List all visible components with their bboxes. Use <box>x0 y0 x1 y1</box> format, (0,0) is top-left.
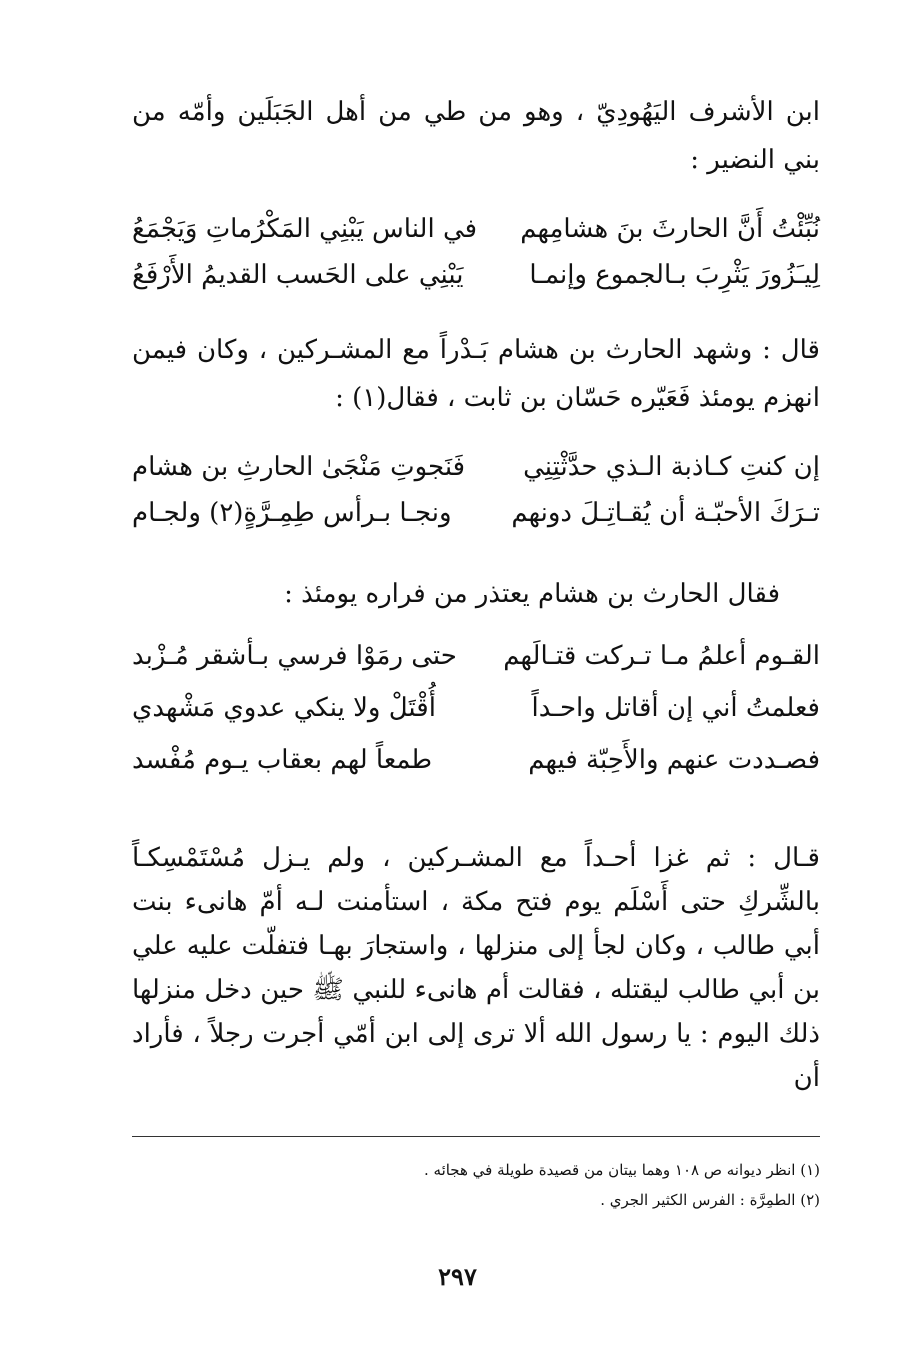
verse-line <box>132 682 820 734</box>
verse-first-hemistich: إن كنتِ كـاذبة الـذي حدَّثْتِنِي <box>523 452 820 482</box>
verse-first-hemistich: تـرَكَ الأحبّـة أن يُقـاتِـلَ دونهم <box>511 498 820 528</box>
paragraph-badr: قال : وشهد الحارث بن هشام بَـدْراً مع المشـركين ، وكان فيمن انهزم يومئذ فَعَيّره حَسّان بن ثابت ، فقال(١) : <box>132 335 820 413</box>
footnote-2: (٢) الطمِرَّة : الفرس الكثير الجري . <box>600 1191 820 1209</box>
verse-block-3 <box>132 630 820 786</box>
verse-line <box>132 630 820 682</box>
verse-second-hemistich: فَنَجوتِ مَنْجَىٰ الحارثِ بن هشام <box>132 452 466 482</box>
verse-first-hemistich: فصـددت عنهم والأَحِبّة فيهم <box>528 745 820 775</box>
verse-second-hemistich: في الناس يَبْنِي المَكْرُماتِ وَيَجْمَعُ <box>132 214 478 244</box>
verse-line <box>132 206 820 252</box>
verse-second-hemistich: طمعاً لهم بعقاب يـوم مُفْسد <box>132 745 433 775</box>
verse-second-hemistich: أُقْتَلْ ولا ينكي عدوي مَشْهدي <box>132 693 436 723</box>
verse-first-hemistich: نُبِّئْتُ أَنَّ الحارثَ بنَ هشامِهم <box>520 214 820 244</box>
footnotes <box>132 1136 820 1215</box>
verse-second-hemistich: حتى رمَوْا فرسي بـأشقر مُـزْبد <box>132 641 457 671</box>
verse-first-hemistich: القـوم أعلمُ مـا تـركت قتـالَهم <box>503 641 820 671</box>
verse-line <box>132 490 820 536</box>
verse-first-hemistich: فعلمتُ أني إن أقاتل واحـداً <box>531 693 820 723</box>
verse-first-hemistich: لِيـَزُورَ يَثْرِبَ بـالجموع وإنمـا <box>529 260 820 290</box>
verse-second-hemistich: يَبْنِي على الحَسب القديمُ الأَرْفَعُ <box>132 260 464 290</box>
verse-block-2 <box>132 444 820 536</box>
verse-line <box>132 734 820 786</box>
footnote-1: (١) انظر ديوانه ص ١٠٨ وهما بيتان من قصيدة طويلة في هجائه . <box>423 1161 820 1179</box>
verse-block-1 <box>132 206 820 298</box>
verse-line <box>132 252 820 298</box>
page-number: ٢٩٧ <box>438 1262 477 1291</box>
verse-second-hemistich: ونجـا بـرأس طِمِـرَّةٍ(٢) ولجـام <box>132 498 452 528</box>
paragraph-intro: ابن الأشرف اليَهُودِيّ ، وهو من طي من أهل الجَبَلَين وأمّه من بني النضير : <box>132 97 820 175</box>
verse-line <box>132 444 820 490</box>
paragraph-apology: فقال الحارث بن هشام يعتذر من فراره يومئذ : <box>284 579 780 609</box>
paragraph-uhud: قـال : ثم غزا أحـداً مع المشـركين ، ولم يـزل مُسْتَمْسِكـاً بالشِّركِ حتى أَسْلَم يوم فتح مكة ، استأمنت لـه أمّ هانىء بنت أبي طالب ، وكان لجأ إلى منزلها ، واستجارَ بهـا فتفلّت عليه علي بن أبي طالب ليقتله ، فقالت أم هانىء للنبي ﷺ حين دخل منزلها ذلك اليوم : يا رسول الله ألا ترى إلى ابن أمّي أجرت رجلاً ، فأراد أن <box>132 843 820 1093</box>
